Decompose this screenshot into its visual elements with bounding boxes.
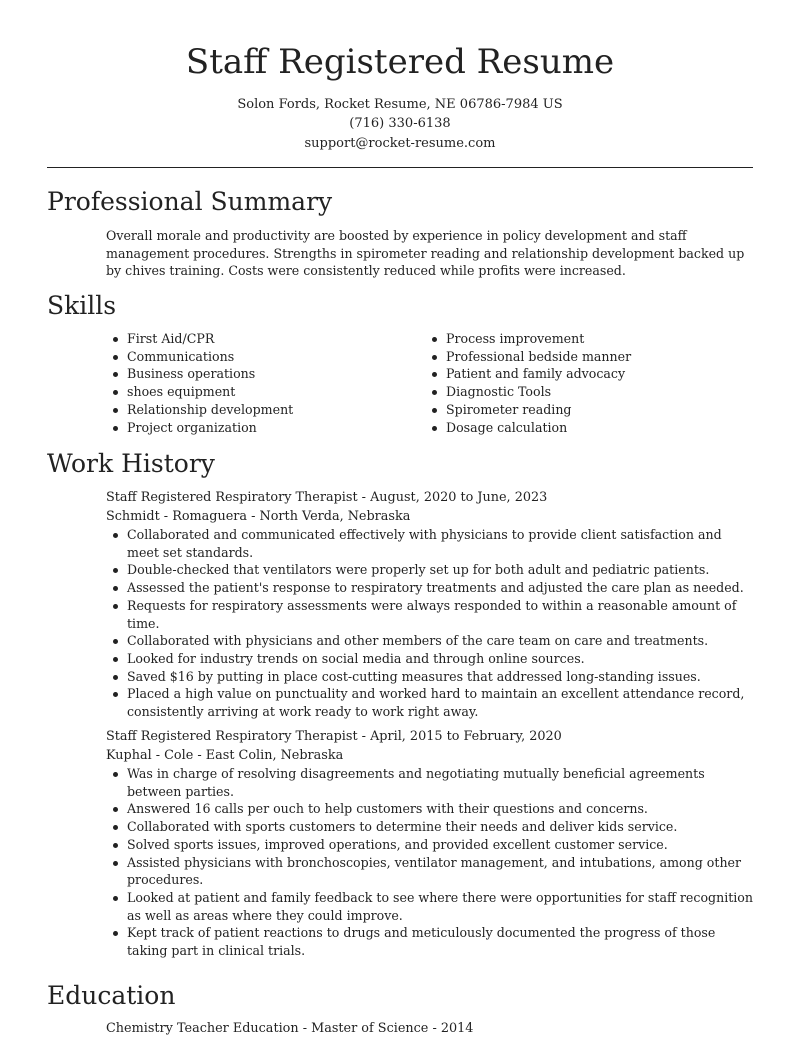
duty-item: Double-checked that ventilators were properly set up for both adult and pediatric patients.: [106, 561, 754, 579]
job-location: East Colin, Nebraska: [205, 748, 344, 763]
contact-info: [0, 95, 800, 153]
skills-column-right: [425, 330, 725, 436]
education-heading: Education: [47, 981, 176, 1010]
duty-item: Collaborated with sports customers to determine their needs and deliver kids service.: [106, 818, 754, 836]
duty-item: Saved $16 by putting in place cost-cutting measures that addressed long-standing issues.: [106, 668, 754, 686]
job-title-line: Staff Registered Respiratory Therapist - April, 2015 to February, 2020: [106, 729, 562, 744]
duty-item: Solved sports issues, improved operations, and provided excellent customer service.: [106, 836, 754, 854]
resume-header: [0, 38, 800, 153]
education-degree: Master of Science: [311, 1021, 429, 1036]
job-dates: August, 2020 to June, 2023: [370, 490, 548, 505]
duty-item: Assisted physicians with bronchoscopies, ventilator management, and intubations, among other procedures.: [106, 854, 754, 889]
job-location: North Verda, Nebraska: [259, 509, 411, 524]
work-history-heading: Work History: [47, 449, 215, 478]
education-field: Chemistry Teacher Education: [106, 1021, 299, 1036]
skill-item: Communications: [106, 348, 406, 366]
duty-item: Collaborated with physicians and other members of the care team on care and treatments.: [106, 632, 754, 650]
education-year: 2014: [440, 1021, 474, 1036]
skill-item: Business operations: [106, 365, 406, 383]
job-company: Kuphal - Cole: [106, 748, 194, 763]
job-dates: April, 2015 to February, 2020: [370, 729, 562, 744]
duty-item: Requests for respiratory assessments were always responded to within a reasonable amount of time.: [106, 597, 754, 632]
skills-column-left: [106, 330, 406, 436]
job-duties: [106, 765, 754, 960]
job-company-line: Schmidt - Romaguera - North Verda, Nebraska: [106, 509, 411, 524]
job-title: Staff Registered Respiratory Therapist: [106, 490, 358, 505]
skill-item: Process improvement: [425, 330, 725, 348]
skill-item: Patient and family advocacy: [425, 365, 725, 383]
contact-phone: (716) 330-6138: [349, 116, 451, 132]
skills-heading: Skills: [47, 291, 117, 320]
job-duties: [106, 526, 754, 721]
skill-item: shoes equipment: [106, 383, 406, 401]
job-title-line: Staff Registered Respiratory Therapist - August, 2020 to June, 2023: [106, 490, 548, 505]
duty-item: Collaborated and communicated effectively with physicians to provide client satisfaction and meet set standards.: [106, 526, 754, 561]
summary-heading: Professional Summary: [47, 187, 333, 216]
duty-item: Kept track of patient reactions to drugs and meticulously documented the progress of those taking part in clinical trials.: [106, 924, 754, 959]
skill-item: First Aid/CPR: [106, 330, 406, 348]
duty-item: Was in charge of resolving disagreements and negotiating mutually beneficial agreements between parties.: [106, 765, 754, 800]
duty-item: Answered 16 calls per ouch to help customers with their questions and concerns.: [106, 800, 754, 818]
education-entry: [106, 1019, 754, 1038]
education-line: Chemistry Teacher Education - Master of Science - 2014: [106, 1021, 474, 1036]
job-company: Schmidt - Romaguera: [106, 509, 248, 524]
duty-item: Assessed the patient's response to respiratory treatments and adjusted the care plan as needed.: [106, 579, 754, 597]
summary-text: Overall morale and productivity are boosted by experience in policy development and staff management procedures. Strengths in spirometer reading and relationship development backed up by chives training. Costs were consistently reduced while profits were increased.: [106, 228, 745, 279]
duty-item: Placed a high value on punctuality and worked hard to maintain an excellent attendance record, consistently arriving at work ready to work right away.: [106, 685, 754, 720]
candidate-name: Staff Registered Resume: [185, 42, 615, 82]
contact-address: Solon Fords, Rocket Resume, NE 06786-7984 US: [237, 97, 563, 112]
job-entry: [106, 488, 754, 721]
skill-item: Dosage calculation: [425, 419, 725, 437]
job-company-line: Kuphal - Cole - East Colin, Nebraska: [106, 748, 344, 763]
skill-item: Project organization: [106, 419, 406, 437]
skill-item: Diagnostic Tools: [425, 383, 725, 401]
skill-item: Spirometer reading: [425, 401, 725, 419]
contact-email: support@rocket-resume.com: [304, 135, 496, 151]
skill-item: Relationship development: [106, 401, 406, 419]
job-entry: [106, 727, 754, 960]
duty-item: Looked at patient and family feedback to see where there were opportunities for staff recognition as well as areas where they could improve.: [106, 889, 754, 924]
job-title: Staff Registered Respiratory Therapist: [106, 729, 358, 744]
header-divider: [47, 167, 753, 168]
skill-item: Professional bedside manner: [425, 348, 725, 366]
duty-item: Looked for industry trends on social media and through online sources.: [106, 650, 754, 668]
